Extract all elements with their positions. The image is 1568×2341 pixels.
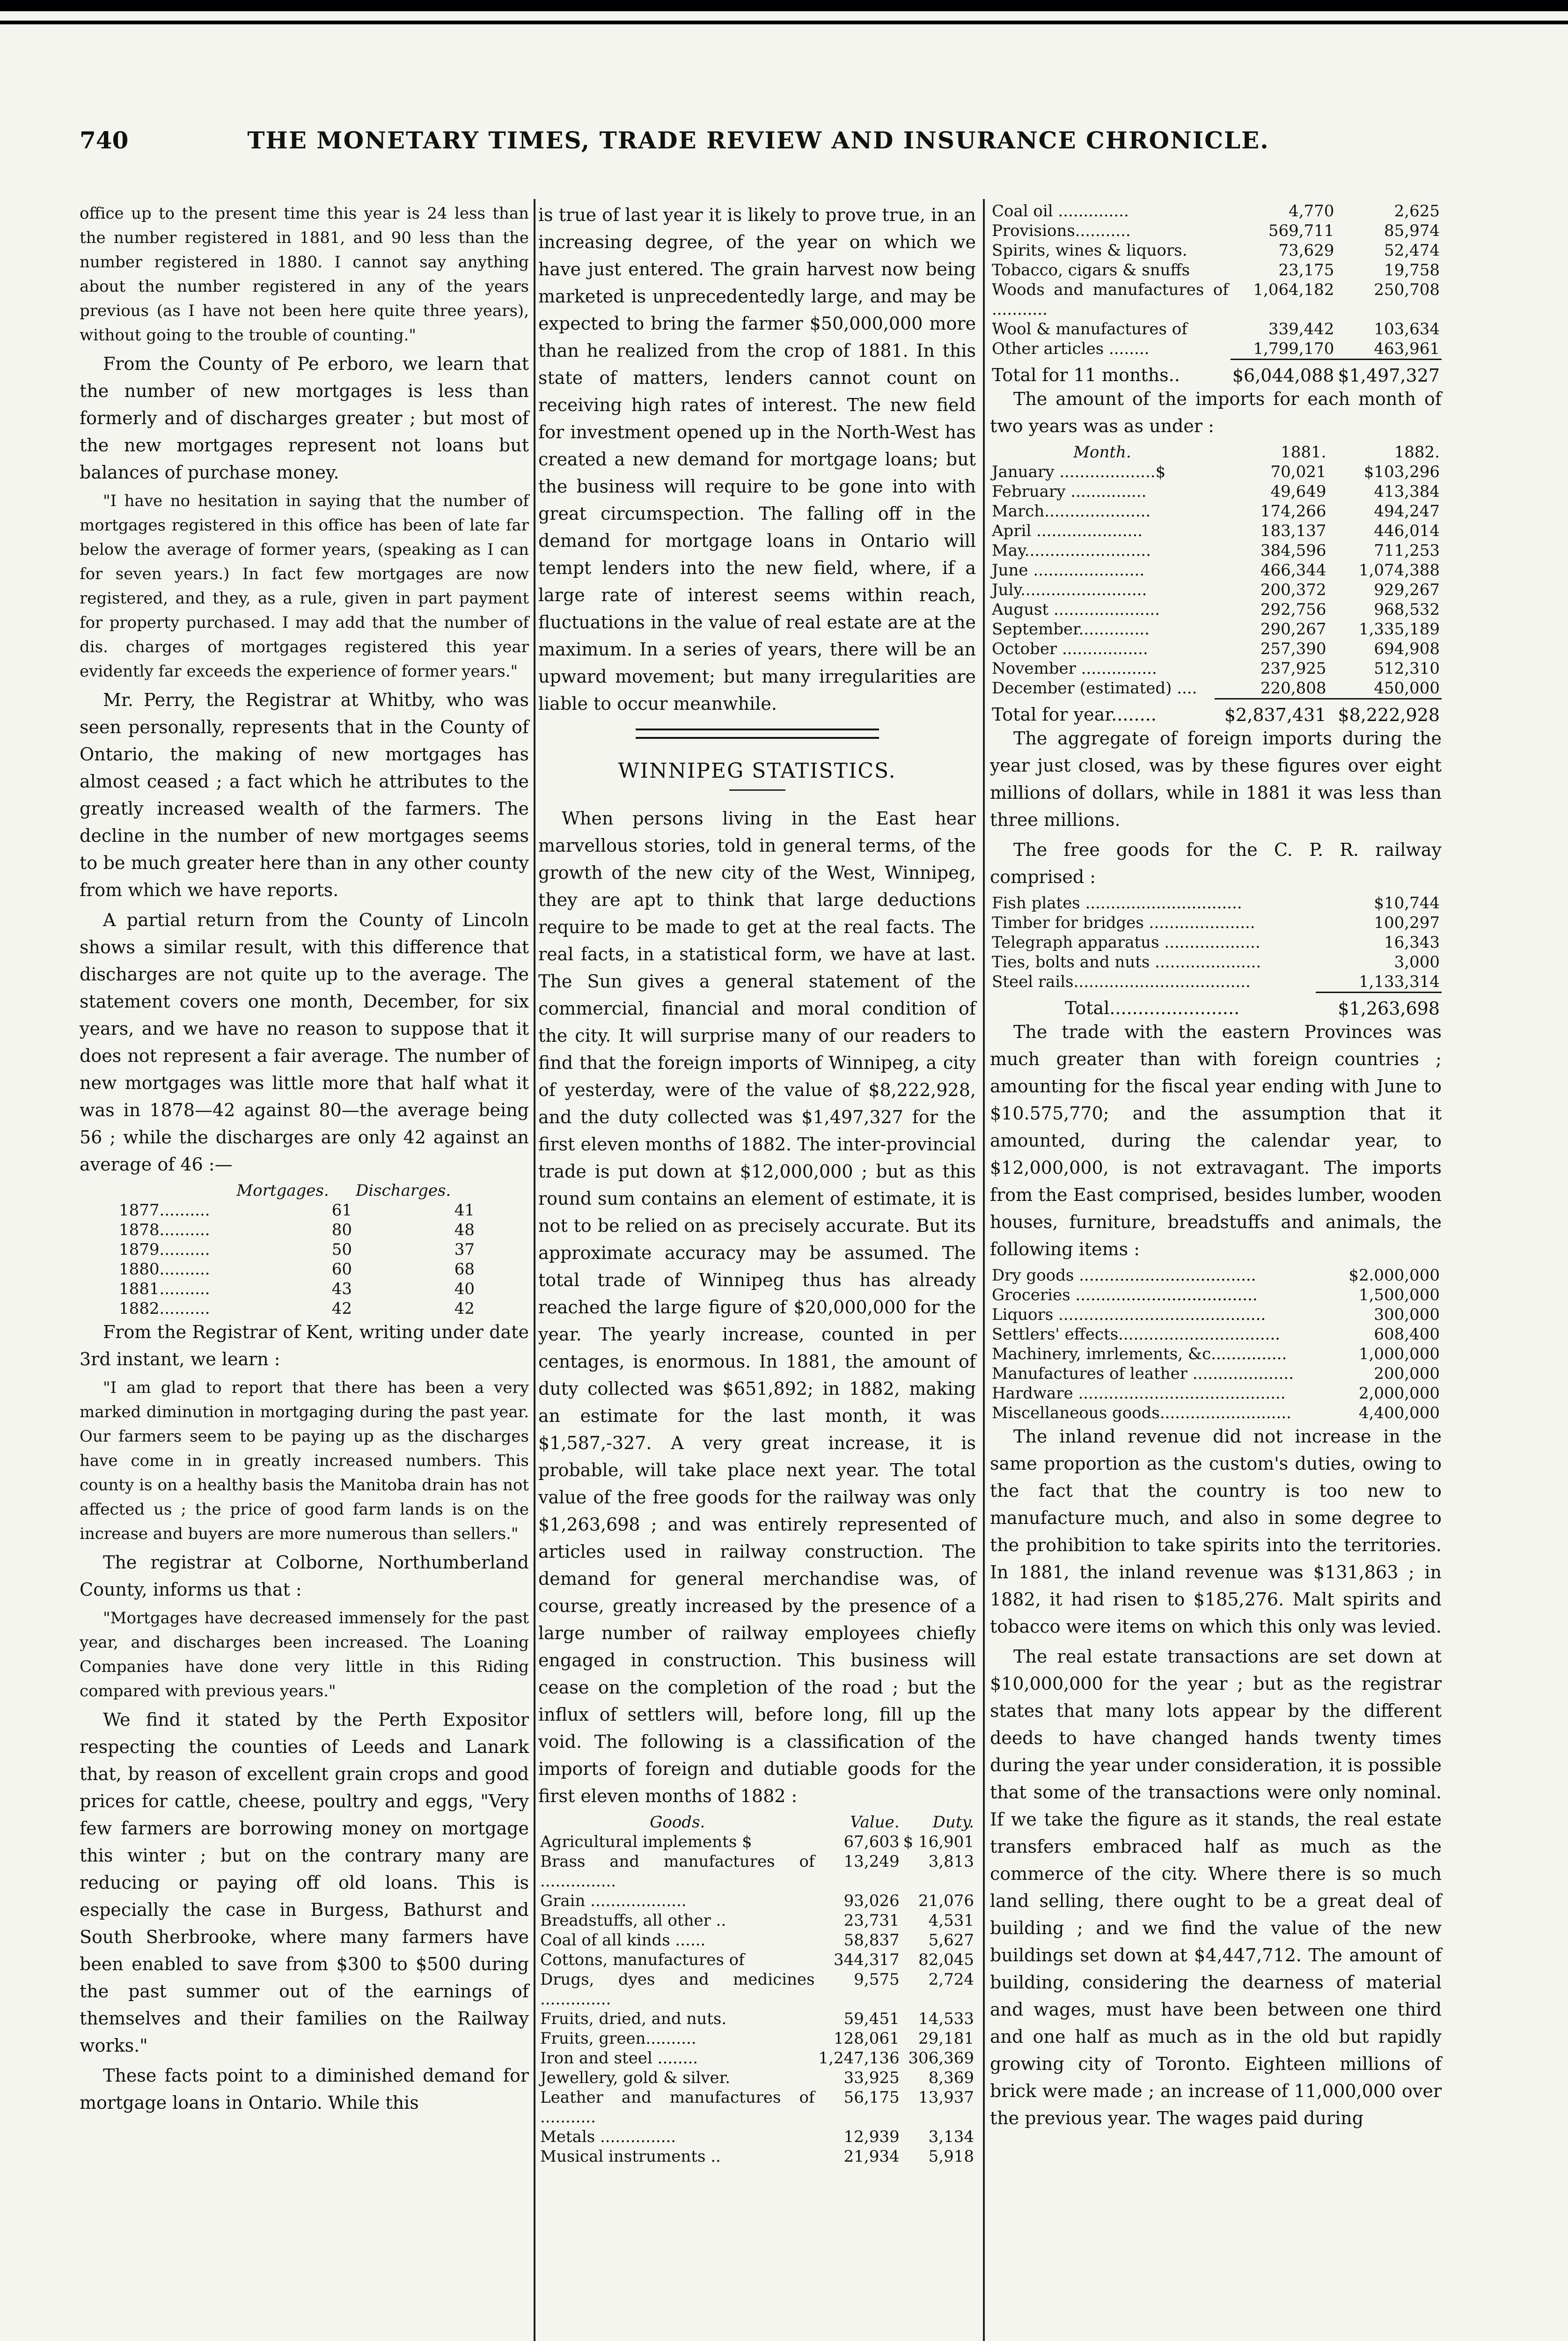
cell: 82,045	[918, 1951, 974, 1969]
cell: October .................	[992, 640, 1148, 658]
paragraph: Mr. Perry, the Registrar at Whitby, who was seen personally, represents that in the County of Ontario, the making of new mortgages has almost ceased ; a fact which he attributes to the greatly increased wealth of the farmers. The decline in the number of new mortgages seems to be much greater here than in any other county from which we have reports.	[80, 690, 529, 900]
cell: February ...............	[992, 482, 1147, 501]
east-imports-table	[990, 1266, 1442, 1423]
cell: 13,937	[918, 2088, 974, 2107]
table-row	[990, 580, 1442, 600]
cell: Wool & manufactures of	[992, 320, 1187, 339]
cell: 1,247,136	[818, 2049, 900, 2068]
table-row	[990, 1384, 1442, 1403]
cell: 59,451	[843, 2010, 900, 2028]
cell: 5,627	[928, 1931, 974, 1950]
table-header: 1882.	[1394, 443, 1440, 462]
table-row	[990, 462, 1442, 482]
table-row	[990, 1403, 1442, 1423]
cell: Telegraph apparatus ...................	[992, 933, 1260, 952]
table-row	[538, 2088, 976, 2127]
column-2	[538, 201, 976, 2341]
cell: 608,400	[1374, 1325, 1440, 1344]
top-border-rule-thin	[0, 21, 1568, 24]
table-row	[538, 2068, 976, 2088]
table-row	[990, 1285, 1442, 1305]
cell: 1882..........	[119, 1299, 210, 1318]
cell: Coal oil ..............	[992, 202, 1129, 221]
cell: 33,925	[843, 2069, 900, 2087]
table-row	[990, 221, 1442, 241]
table-row	[990, 482, 1442, 501]
total-row	[990, 699, 1442, 725]
cell: Other articles ........	[992, 339, 1150, 358]
cell: 450,000	[1374, 679, 1440, 698]
table-row	[990, 1344, 1442, 1364]
total-row	[990, 360, 1442, 386]
cell: 1877..........	[119, 1201, 210, 1220]
cell: August .....................	[992, 600, 1160, 619]
cell: 13,249	[843, 1852, 900, 1871]
cell: 694,908	[1374, 640, 1440, 658]
cell: Total for year........	[992, 704, 1157, 725]
cell: 128,061	[833, 2029, 900, 2048]
table-row	[990, 952, 1442, 972]
cell: Liquors .........................................	[992, 1305, 1266, 1324]
cell: 23,175	[1278, 261, 1334, 280]
cell: 93,026	[843, 1892, 900, 1910]
table-row	[990, 1305, 1442, 1325]
page-header	[80, 126, 1437, 164]
cell: 306,369	[908, 2049, 974, 2068]
cell: 174,266	[1260, 502, 1326, 521]
ornamental-rule	[636, 729, 879, 739]
cell: 413,384	[1374, 482, 1440, 501]
cell: Agricultural implements $	[540, 1833, 752, 1851]
table-row	[538, 2009, 976, 2029]
table-row	[990, 893, 1442, 913]
cell: 929,267	[1374, 581, 1440, 599]
cell: 3,134	[928, 2128, 974, 2146]
paragraph: The trade with the eastern Provinces was much greater than with foreign countries ; amounting for the fiscal year ending with June to $10.575,770; and the assumption that it amounted, during the calendar year, to $12,000,000, is not extravagant. The imports from the East comprised, besides lumber, wooden houses, furniture, breadstuffs and animals, the following items :	[990, 1022, 1442, 1259]
table-header: Value.	[850, 1813, 900, 1832]
cell: Jewellery, gold & silver.	[540, 2069, 731, 2087]
quote-paragraph: "Mortgages have decreased immensely for the past year, and discharges been increased. The Loaning Companies have done very little in this Riding compared with previous years."	[80, 1609, 529, 1701]
cell: Leather and manufactures of ...........	[540, 2088, 815, 2127]
top-border-rule	[0, 0, 1568, 11]
cell: 52,474	[1384, 241, 1440, 260]
cell: $10,744	[1374, 894, 1440, 913]
cell: 43	[331, 1280, 352, 1298]
cell: Woods and manufactures of ...........	[992, 280, 1229, 319]
cell: July.........................	[992, 581, 1147, 599]
cell: 67,603	[843, 1833, 900, 1851]
cell: 12,939	[843, 2128, 900, 2146]
paragraph: The free goods for the C. P. R. railway comprised :	[990, 839, 1442, 887]
cell: 70,021	[1270, 463, 1326, 481]
cell: 292,756	[1260, 600, 1326, 619]
paragraph: is true of last year it is likely to prove true, in an increasing degree, of the year on which we have just entered. The grain harvest now being marketed is unprecedentedly large, and may be expected to bring the farmer $50,000,000 more than he realized from the crop of 1881. In this state of matters, lenders cannot count on receiving high rates of interest. The new field for investment opened up in the North-West has created a new demand for mortgage loans; but the business will require to be gone into with great circumspection. The falling off in the demand for mortgage loans in Ontario will tempt lenders into the new field, where, if a large rate of interest seems within reach, fluctuations in the value of real estate are at the maximum. In a series of years, there will be an upward movement; but many irregularities are liable to occur meanwhile.	[538, 205, 976, 714]
table-row	[990, 913, 1442, 933]
cell: Spirits, wines & liquors.	[992, 241, 1187, 260]
table-row	[990, 339, 1442, 360]
cell: $1,497,327	[1336, 360, 1442, 386]
cell: 1880..........	[119, 1260, 210, 1279]
table-header: 1881.	[1281, 443, 1326, 462]
cell: 1,064,182	[1253, 280, 1334, 299]
cell: Drugs, dyes and medicines ..............	[540, 1970, 815, 2009]
cell: 40	[454, 1280, 475, 1298]
paragraph: We find it stated by the Perth Expositor respecting the counties of Leeds and Lanark that, by reason of excellent grain crops and good prices for cattle, cheese, poultry and eggs, "Very few farmers are borrowing money on mortgage this winter ; but on the contrary many are reducing or paying off old loans. This is especially the case in Burgess, Bathurst and South Sherbrooke, where many farmers have been enabled to save from $300 to $500 during the past summer out of the earnings of themselves and their families on the Railway works."	[80, 1709, 529, 2056]
cell: Settlers' effects................................	[992, 1325, 1280, 1344]
paragraph: When persons living in the East hear marvellous stories, told in general terms, of the growth of the new city of the West, Winnipeg, they are apt to think that large deductions require to be made to get at the real facts. The real facts, in a statistical form, we have at last. The Sun gives a general statement of the commercial, financial and moral condition of the city. It will surprise many of our readers to find that the foreign imports of Winnipeg, a city of yesterday, were of the value of $8,222,928, and the duty collected was $1,497,327 for the first eleven months of 1882. The inter-provincial trade is put down at $12,000,000 ; but as this round sum contains an element of estimate, it is not to be relied on as precisely accurate. But its approximate accuracy may be assumed. The total trade of Winnipeg thus has already reached the large figure of $20,000,000 for the year. The yearly increase, counted in per centages, is enormous. In 1881, the amount of duty collected was $651,892; in 1882, making an estimate for the last month, it was $1,587,-327. A very great increase, it is probable, will take place next year. The total value of the free goods for the railway was only $1,263,698 ; and was entirely represented of articles used in railway construction. The demand for general merchandise was, of course, greatly increased by the presence of a large number of railway employees chiefly engaged in construction. This business will cease on the completion of the road ; but the influx of settlers will, before long, fill up the void. The following is a classification of the imports of foreign and dutiable goods for the first eleven months of 1882 :	[538, 808, 976, 1806]
table-row	[538, 1852, 976, 1891]
cell: Dry goods ...................................	[992, 1266, 1256, 1285]
cell: 1,000,000	[1358, 1345, 1440, 1363]
table-header: Goods.	[650, 1813, 705, 1832]
cell: March.....................	[992, 502, 1151, 521]
cell: 80	[331, 1221, 352, 1239]
cell: 2,625	[1394, 202, 1440, 221]
cell: $2.000,000	[1348, 1266, 1440, 1285]
mortgage-table	[117, 1181, 476, 1318]
table-row	[990, 319, 1442, 339]
cell: Metals ...............	[540, 2128, 676, 2146]
cell: 16,343	[1384, 933, 1440, 952]
short-rule	[729, 789, 785, 791]
table-row	[538, 1970, 976, 2009]
paragraph: The aggregate of foreign imports during the year just closed, was by these figures over eight millions of dollars, while in 1881 it was less than three millions.	[990, 728, 1442, 830]
table-row	[990, 501, 1442, 521]
cell: $8,222,928	[1328, 699, 1442, 725]
cell: Timber for bridges .....................	[992, 913, 1255, 932]
cell: 257,390	[1260, 640, 1326, 658]
cell: 19,758	[1384, 261, 1440, 280]
cell: Manufactures of leather ....................	[992, 1364, 1294, 1383]
cell: 21,076	[918, 1892, 974, 1910]
cell: 1,133,314	[1358, 972, 1440, 991]
cell: Fish plates ...............................	[992, 894, 1242, 913]
cell: 8,369	[928, 2069, 974, 2087]
cell: 339,442	[1268, 320, 1334, 339]
cell: 300,000	[1374, 1305, 1440, 1324]
cell: 250,708	[1374, 280, 1440, 299]
table-row	[990, 521, 1442, 541]
cell: Miscellaneous goods..........................	[992, 1404, 1291, 1422]
table-row	[990, 1325, 1442, 1344]
cell: 61	[331, 1201, 352, 1220]
cell: Fruits, green..........	[540, 2029, 696, 2048]
table-row	[538, 2048, 976, 2068]
cell: Brass and manufactures of ...............	[540, 1852, 815, 1891]
running-title: THE MONETARY TIMES, TRADE REVIEW AND INSURANCE CHRONICLE.	[247, 126, 1269, 154]
table-row	[990, 678, 1442, 699]
cell: Steel rails...................................	[992, 972, 1251, 991]
cell: 103,634	[1374, 320, 1440, 339]
table-row	[990, 639, 1442, 659]
cell: 60	[331, 1260, 352, 1279]
table-row	[117, 1220, 476, 1240]
total-row	[990, 993, 1442, 1019]
cell: Fruits, dried, and nuts.	[540, 2010, 727, 2028]
cell: Cottons, manufactures of	[540, 1951, 745, 1969]
cell: Machinery, imrlements, &c...............	[992, 1345, 1287, 1363]
cell: Grain ...................	[540, 1892, 687, 1910]
cell: 446,014	[1374, 522, 1440, 540]
cell: Total for 11 months..	[992, 364, 1180, 385]
cell: 1878..........	[119, 1221, 210, 1239]
cell: Tobacco, cigars & snuffs	[992, 261, 1190, 280]
table-row	[538, 1911, 976, 1930]
table-row	[538, 1891, 976, 1911]
cell: January ...................$	[992, 463, 1166, 481]
cell: 711,253	[1374, 541, 1440, 560]
cell: 4,531	[928, 1911, 974, 1930]
cell: 3,000	[1394, 953, 1440, 972]
table-row	[117, 1299, 476, 1318]
table-header: Discharges.	[356, 1181, 451, 1200]
cell: 2,724	[928, 1970, 974, 1989]
column-1	[80, 201, 529, 2341]
cell: May.........................	[992, 541, 1151, 560]
cell: 41	[454, 1201, 475, 1220]
cell: $6,044,088	[1231, 360, 1336, 386]
cell: 183,137	[1260, 522, 1326, 540]
cell: 73,629	[1278, 241, 1334, 260]
table-header: Month.	[1073, 443, 1131, 462]
table-row	[538, 1832, 976, 1852]
cell: 237,925	[1260, 659, 1326, 678]
quote-paragraph: "I am glad to report that there has been a very marked diminution in mortgaging during the past year. Our farmers seem to be paying up as the discharges have come in in greatly increased numbers. This county is on a healthy basis the Manitoba drain has not affected us ; the price of good farm lands is on the increase and buyers are more numerous than sellers."	[80, 1378, 529, 1543]
cell: Iron and steel ........	[540, 2049, 698, 2068]
cell: 5,918	[928, 2147, 974, 2166]
paragraph: The real estate transactions are set down at $10,000,000 for the year ; but as the registrar states that many lots appear by the different deeds to have changed hands twenty times during the year under consideration, it is possible that some of the transactions were only nominal. If we take the figure as it stands, the real estate transfers embraced half as much as the commerce of the city. Where there is so much land selling, there ought to be a great deal of building ; and we find the value of the new buildings set down at $4,447,712. The amount of building, considering the dearness of material and wages, must have been between one third and one half as much as in the old but rapidly growing city of Toronto. Eighteen millions of brick were made ; an increase of 11,000,000 over the previous year. The wages paid during	[990, 1646, 1442, 2128]
table-row	[538, 1950, 976, 1970]
cell: 58,837	[843, 1931, 900, 1950]
column-divider-2	[983, 199, 985, 2341]
cell: 1879..........	[119, 1240, 210, 1259]
free-goods-table	[990, 893, 1442, 1018]
cell: 1,799,170	[1253, 339, 1334, 358]
cell: 56,175	[843, 2088, 900, 2107]
table-header	[117, 1181, 234, 1200]
cell: 463,961	[1374, 339, 1440, 358]
table-header: Duty.	[932, 1813, 974, 1832]
table-row	[990, 280, 1442, 319]
cell: Ties, bolts and nuts .....................	[992, 953, 1261, 972]
cell: 200,000	[1374, 1364, 1440, 1383]
cell: $1,263,698	[1316, 993, 1442, 1019]
cell: September..............	[992, 620, 1150, 639]
table-row	[990, 201, 1442, 221]
cell: Total.......................	[1065, 997, 1240, 1018]
cell: 21,934	[843, 2147, 900, 2166]
paragraph: From the Registrar of Kent, writing under date 3rd instant, we learn :	[80, 1322, 529, 1369]
table-row	[990, 659, 1442, 678]
table-header: Mortgages.	[236, 1181, 329, 1200]
cell: 42	[454, 1299, 475, 1318]
cell: December (estimated) ....	[992, 679, 1197, 698]
cell: Groceries ....................................	[992, 1286, 1258, 1304]
cell: 4,770	[1289, 202, 1334, 221]
cell: 466,344	[1260, 561, 1326, 580]
cell: June ......................	[992, 561, 1145, 580]
goods-table-continued	[990, 201, 1442, 385]
table-row	[990, 1364, 1442, 1384]
cell: 29,181	[918, 2029, 974, 2048]
paragraph: These facts point to a diminished demand for mortgage loans in Ontario. While this	[80, 2065, 529, 2113]
cell: November ...............	[992, 659, 1157, 678]
cell: 512,310	[1374, 659, 1440, 678]
cell: 290,267	[1260, 620, 1326, 639]
table-row	[990, 260, 1442, 280]
monthly-imports-table	[990, 442, 1442, 725]
cell: Musical instruments ..	[540, 2147, 721, 2166]
table-row	[990, 933, 1442, 952]
cell: Coal of all kinds ......	[540, 1931, 706, 1950]
table-row	[990, 1266, 1442, 1285]
cell: Provisions...........	[992, 221, 1131, 240]
table-row	[990, 619, 1442, 639]
cell: 3,813	[928, 1852, 974, 1871]
section-title: WINNIPEG STATISTICS.	[618, 759, 896, 783]
cell: 384,596	[1260, 541, 1326, 560]
table-row	[990, 541, 1442, 560]
table-row	[538, 2147, 976, 2166]
cell: 1,074,388	[1358, 561, 1440, 580]
cell: 23,731	[843, 1911, 900, 1930]
table-row	[538, 1930, 976, 1950]
cell: 14,533	[918, 2010, 974, 2028]
cell: 48	[454, 1221, 475, 1239]
cell: 494,247	[1374, 502, 1440, 521]
cell: April .....................	[992, 522, 1143, 540]
table-row	[990, 600, 1442, 619]
cell: $2,837,431	[1215, 699, 1328, 725]
cell: 50	[331, 1240, 352, 1259]
paragraph: From the County of Pe erboro, we learn that the number of new mortgages is less than formerly and of discharges greater ; but most of the new mortgages represent not loans but balances of purchase money.	[80, 353, 529, 483]
paragraph: A partial return from the County of Lincoln shows a similar result, with this difference that discharges are not quite up to the average. The statement covers one month, December, for six years, and we have no reason to suppose that it does not represent a fair average. The number of new mortgages was little more that half what it was in 1878—42 against 80—the average being 56 ; while the discharges are only 42 against an average of 46 :—	[80, 910, 529, 1175]
table-row	[990, 560, 1442, 580]
cell: 569,711	[1268, 221, 1334, 240]
column-3	[990, 201, 1442, 2341]
table-row	[538, 2127, 976, 2147]
cell: 9,575	[854, 1970, 900, 1989]
column-divider-1	[534, 199, 535, 2341]
cell: 4,400,000	[1358, 1404, 1440, 1422]
table-row	[117, 1259, 476, 1279]
cell: 49,649	[1270, 482, 1326, 501]
cell: Hardware .........................................	[992, 1384, 1286, 1403]
paragraph: The registrar at Colborne, Northumberland County, informs us that :	[80, 1552, 529, 1600]
quote-paragraph: "I have no hesitation in saying that the number of mortgages registered in this office has been of late far below the average of former years, (speaking as I can for seven years.) In fact few mortgages are now registered, and they, as a rule, given in part payment for property purchased. I may add that the number of dis. charges of mortgages registered this year evidently far exceeds the experience of former years."	[80, 492, 529, 681]
cell: 1881..........	[119, 1280, 210, 1298]
paragraph: The inland revenue did not increase in the same proportion as the custom's duties, owing to the fact that the country is too new to manufacture much, and also in some degree to the prohibition to take spirits into the territories. In 1881, the inland revenue was $131,863 ; in 1882, it had risen to $185,276. Malt spirits and tobacco were items on which this only was levied.	[990, 1426, 1442, 1637]
cell: $103,296	[1363, 463, 1440, 481]
cell: 100,297	[1374, 913, 1440, 932]
cell: 1,500,000	[1358, 1286, 1440, 1304]
cell: 200,372	[1260, 581, 1326, 599]
cell: 85,974	[1384, 221, 1440, 240]
paragraph: office up to the present time this year is 24 less than the number registered in 1881, and 90 less than the number registered in 1880. I cannot say anything about the number registered in any of the years previous (as I have not been here quite three years), without going to the trouble of counting."	[80, 204, 529, 345]
cell: 68	[454, 1260, 475, 1279]
cell: 344,317	[833, 1951, 900, 1969]
cell: 1,335,189	[1358, 620, 1440, 639]
table-row	[117, 1200, 476, 1220]
table-row	[538, 2029, 976, 2048]
cell: 2,000,000	[1358, 1384, 1440, 1403]
cell: 220,808	[1260, 679, 1326, 698]
cell: Breadstuffs, all other ..	[540, 1911, 726, 1930]
page-number: 740	[80, 126, 129, 154]
table-row	[990, 241, 1442, 260]
table-row	[990, 972, 1442, 993]
cell: 968,532	[1374, 600, 1440, 619]
paragraph: The amount of the imports for each month of two years was as under :	[990, 389, 1442, 436]
cell: $ 16,901	[903, 1833, 974, 1851]
cell: 42	[331, 1299, 352, 1318]
goods-table	[538, 1812, 976, 2166]
table-row	[117, 1279, 476, 1299]
cell: 37	[454, 1240, 475, 1259]
table-row	[117, 1240, 476, 1259]
